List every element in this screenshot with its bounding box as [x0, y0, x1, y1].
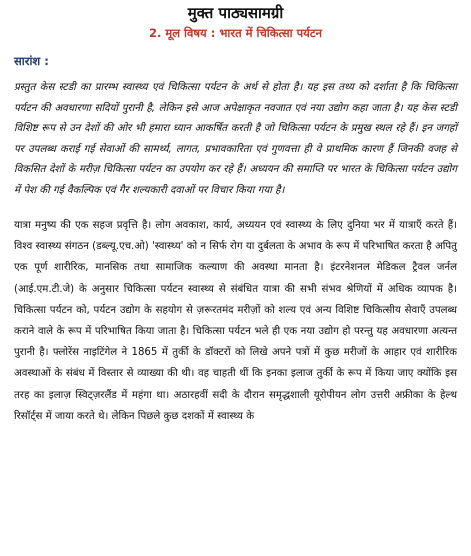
page-title: मुक्त पाठ्यसामग्री — [187, 4, 284, 22]
summary-label: सारांश : — [14, 54, 49, 68]
body-paragraph: यात्रा मनुष्य की एक सहज प्रवृत्ति है। लोग अवकाश, कार्य, अध्ययन एवं स्वास्थ्य के लिए दुनिया भर में यात्राएँ करते हैं। विश्व स्वास्थ्य संगठन (डब्ल्यू.एच.ओ) 'स्वास्थ्य' को न सिर्फ रोग या दुर्बलता के अभाव के रूप में परिभाषित करता है अपितु एक पूर्ण शारीरिक, मानसिक तथा सामाजिक कल्याण की अवस्था मानता है। इंटरनेशनल मेडिकल ट्रैवल जर्नल (आई.एम.टी.जे) के अनुसार चिकित्सा पर्यटन स्वास्थ्य से संबंधित यात्रा की सभी संभव श्रेणियों में अधिक व्यापक है। चिकित्सा पर्यटन को, पर्यटन उद्योग के सहयोग से ज़रूरतमंद मरीज़ों को शल्य एवं अन्य विशिष्ट चिकित्सीय सेवाएँ उपलब्ध कराने वाले के रूप में परिभाषित किया जाता है। चिकित्सा पर्यटन भले ही एक नया उद्योग हो परन्तु यह अवधारणा अत्यन्त पुरानी है। फ्लोरेंस नाइटिंगेल ने 1865 में तुर्की के डॉक्टरों को लिखे अपने पत्रों में कुछ मरीजों के आहार एवं शारीरिक अवस्थाओं के संबंध में विस्तार से व्याख्या की थी। वह चाहती थीं कि इनका इलाज तुर्की के रूप में किया जाए क्योंकि इस तरह का इलाज़ स्विट्ज़रलैंड में महंगा था। अठारहवीं सदी के दौरान समृद्धशाली यूरोपीयन लोग उत्तरी अफ्रीका के हेल्थ रिसॉर्ट्स में जाया करते थे। लेकिन पिछले कुछ दशकों में स्वास्थ्य के — [14, 220, 457, 422]
section-heading — [14, 25, 457, 41]
section-number: 2. मूल विषय : — [148, 26, 216, 40]
summary-paragraph: प्रस्तुत केस स्टडी का प्रारम्भ स्वास्थ्य एवं चिकित्सा पर्यटन के अर्थ से होता है। यह इस तथ्य को दर्शाता है कि चिकित्सा पर्यटन की अवधारणा सदियों पुरानी है, लेकिन इसे आज अपेक्षाकृत नवजात एवं नया उद्योग कहा जाता है। यह केस स्टडी विशिष्ट रूप से उन देशों की ओर भी हमारा ध्यान आकर्षित करती है जो चिकित्सा पर्यटन के प्रमुख स्थल रहे हैं। इन जगहों पर उपलब्ध कराई गई सेवाओं की सामर्थ्य, लागत, प्रभावकारिता एवं गुणवत्ता ही वे प्राथमिक कारण हैं जिनकी वजह से विकसित देशों के मरीज़ चिकित्सा पर्यटन का उपयोग कर रहे हैं। अध्ययन की समाप्ति पर भारत के चिकित्सा पर्यटन उद्योग में पेश की गई वैकल्पिक एवं गैर शल्यकारी दवाओं पर विचार किया गया है। — [14, 82, 457, 196]
section-heading-text: भारत में चिकित्सा पर्यटन — [219, 26, 323, 40]
